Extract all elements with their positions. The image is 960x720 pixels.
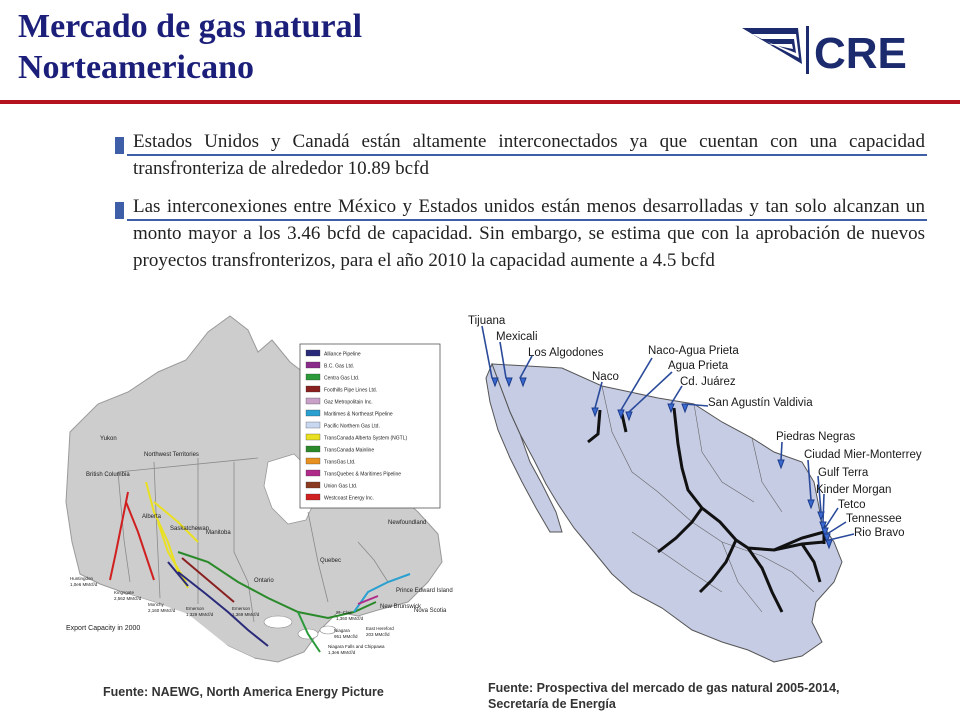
export-note: Export Capacity in 2000 xyxy=(66,625,141,632)
bullet-mexico-us xyxy=(115,193,925,274)
export-point-name: Emerson xyxy=(186,606,205,611)
region-label: Newfoundland xyxy=(388,520,427,526)
legend-label: Gaz Metropolitain Inc. xyxy=(324,399,373,406)
legend-label: TransGas Ltd. xyxy=(324,459,356,466)
legend-label: TransCanada Alberta System (NGTL) xyxy=(324,435,408,442)
export-point-value: 1,329 MMcf/d xyxy=(186,612,214,617)
region-label: Northwest Territories xyxy=(144,452,199,458)
title-line-2: Norteamericano xyxy=(18,49,255,86)
bullet-us-canada xyxy=(115,128,925,182)
label-naco: Naco xyxy=(592,371,619,383)
legend-label: Alliance Pipeline xyxy=(324,351,361,358)
export-point-value: 2,562 MMcf/d xyxy=(114,596,142,601)
cre-logo xyxy=(742,20,942,78)
export-point-name: Niagara Falls and Chippawa xyxy=(328,644,385,649)
export-point-name: East Hereford xyxy=(366,626,394,631)
legend-label: Centra Gas Ltd. xyxy=(324,375,360,382)
title-divider xyxy=(0,100,960,104)
label-tetco: Tetco xyxy=(838,499,866,511)
label-kinder-morgan: Kinder Morgan xyxy=(816,484,892,496)
label-mexicali: Mexicali xyxy=(496,331,538,343)
legend-label: Union Gas Ltd. xyxy=(324,483,358,490)
legend-swatch xyxy=(306,434,320,440)
label-tennessee: Tennessee xyxy=(846,513,902,525)
label-naco-agua-prieta: Naco-Agua Prieta xyxy=(648,345,739,357)
region-label: Nova Scotia xyxy=(414,608,447,614)
pipeline-legend xyxy=(300,344,440,508)
bullet-marker xyxy=(115,202,124,219)
region-label: Saskatchewan xyxy=(170,526,210,532)
label-gulf-terra: Gulf Terra xyxy=(818,467,869,479)
export-point-value: 203 MMcf/d xyxy=(366,632,390,637)
export-point-name: Kingsgate xyxy=(114,590,135,595)
export-point-value: 2,160 MMcf/d xyxy=(148,608,176,613)
export-point-name: Huntingdon xyxy=(70,576,94,581)
bullet-text: Las interconexiones entre México y Estados unidos están menos desarrolladas y tan solo alcanzan un monto mayor a los 3.46 bcfd de capacidad. Sin embargo, se estima que con la aprobación de nuevos proyectos transfronterizos, para el año 2010 la capacidad aumente a 4.5 bcfd xyxy=(133,196,925,271)
export-point-value: 1,360 MMcf/d xyxy=(336,616,364,621)
export-point-name: St. Clair xyxy=(336,610,353,615)
label-san-agustin-valdivia: San Agustín Valdivia xyxy=(708,397,813,409)
legend-swatch xyxy=(306,422,320,428)
export-point-value: 1,0e6 MMcf/d xyxy=(70,582,98,587)
export-point-name: Niagara xyxy=(334,628,350,633)
legend-label: Pacific Northern Gas Ltd. xyxy=(324,423,380,430)
legend-swatch xyxy=(306,398,320,404)
export-point-name: Monchy xyxy=(148,602,164,607)
logo-text: CRE xyxy=(814,29,907,78)
canada-pipeline-map xyxy=(58,312,453,664)
region-label: Ontario xyxy=(254,578,274,584)
legend-swatch xyxy=(306,458,320,464)
legend-label: Foothills Pipe Lines Ltd. xyxy=(324,387,378,394)
region-label: Quebec xyxy=(320,558,342,564)
label-agua-prieta: Agua Prieta xyxy=(668,360,729,372)
label-ciudad-mier-monterrey: Ciudad Mier-Monterrey xyxy=(804,449,922,461)
label-piedras-negras: Piedras Negras xyxy=(776,431,856,443)
legend-swatch xyxy=(306,386,320,392)
bullet-marker xyxy=(115,137,124,154)
bullet-text: Estados Unidos y Canadá están altamente interconectados ya que cuentan con una capacidad transfronteriza de alrededor 10.89 bcfd xyxy=(133,131,925,179)
legend-swatch xyxy=(306,410,320,416)
region-label: Prince Edward Island xyxy=(396,588,453,594)
export-point-name: Emerson xyxy=(232,606,251,611)
caption-mexico-source: Fuente: Prospectiva del mercado de gas natural 2005-2014, Secretaría de Energía xyxy=(488,681,840,711)
legend-swatch xyxy=(306,494,320,500)
legend-label: Westcoast Energy Inc. xyxy=(324,495,374,502)
region-label: Manitoba xyxy=(206,530,231,536)
legend-label: B.C. Gas Ltd. xyxy=(324,363,355,370)
label-cd-juarez: Cd. Juárez xyxy=(680,376,736,388)
legend-swatch xyxy=(306,470,320,476)
page-title xyxy=(18,6,362,88)
legend-label: TransCanada Mainline xyxy=(324,447,375,454)
label-rio-bravo: Rio Bravo xyxy=(854,527,905,539)
legend-swatch xyxy=(306,374,320,380)
region-label: Alberta xyxy=(142,514,162,520)
bullet-underline xyxy=(127,219,927,221)
label-los-algodones: Los Algodones xyxy=(528,347,604,359)
region-label: British Columbia xyxy=(86,472,130,478)
region-label: New Brunswick xyxy=(380,604,422,610)
legend-swatch xyxy=(306,482,320,488)
legend-label: Maritimes & Northeast Pipeline xyxy=(324,411,393,418)
legend-swatch xyxy=(306,362,320,368)
export-point-value: 1,369 MMcf/d xyxy=(232,612,260,617)
legend-swatch xyxy=(306,446,320,452)
title-line-1: Mercado de gas natural xyxy=(18,8,363,45)
legend-swatch xyxy=(306,350,320,356)
caption-canada-source: Fuente: NAEWG, North America Energy Picture xyxy=(103,685,384,699)
legend-label: TransQuebec & Maritimes Pipeline xyxy=(324,471,402,478)
export-point-value: 951 MMcf/d xyxy=(334,634,358,639)
export-point-value: 1,3e6 MMcf/d xyxy=(328,650,356,655)
region-label: Yukon xyxy=(100,436,117,442)
bullet-underline xyxy=(127,154,927,156)
mexico-pipeline-map xyxy=(462,312,954,672)
label-tijuana: Tijuana xyxy=(468,315,506,327)
